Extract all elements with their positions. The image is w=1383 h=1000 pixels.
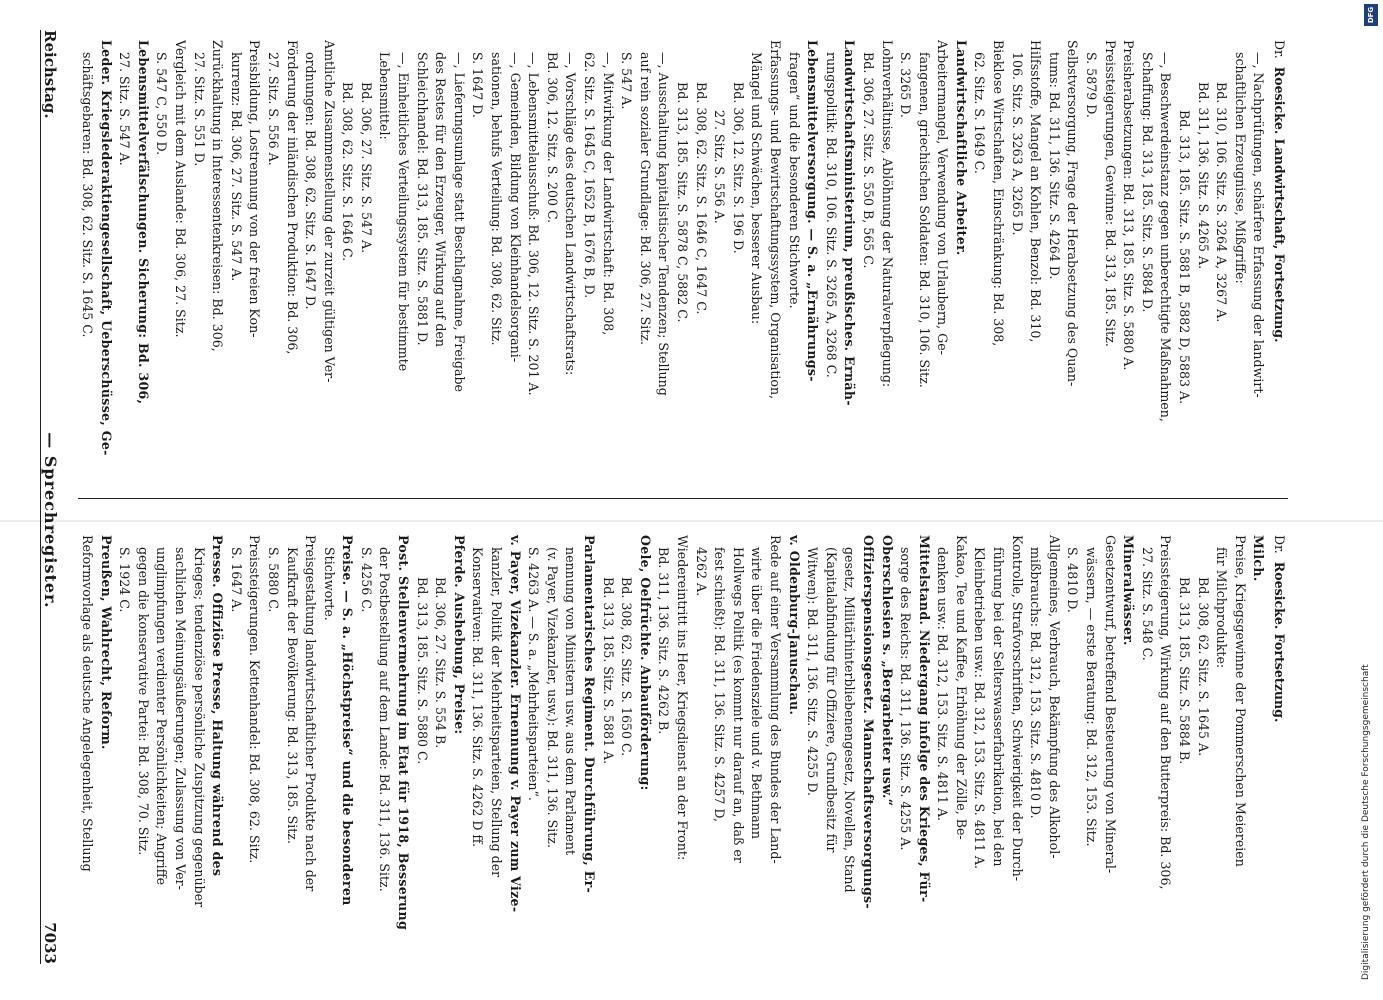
index-line: Preisbildung, Lostrennung von der freien Kon- bbox=[247, 40, 263, 338]
index-line: Oberschlesien s. „Bergarbeiter usw.“ bbox=[879, 535, 895, 807]
index-line: S. 1647 A. bbox=[228, 547, 244, 613]
index-line: wirte über die Friedensziele und v. Bethmann bbox=[749, 547, 765, 839]
index-line: Schleichhandel: Bd. 313, 185. Sitz. S. 5881 D. bbox=[414, 52, 430, 346]
digitization-note bbox=[1358, 20, 1374, 980]
index-line: Leder. Kriegslederaktiengesellschaft, Ueberschüsse, Ge- bbox=[98, 40, 114, 456]
index-line: Lohnverhältnisse, Ablöhnung der Naturalverpflegung: bbox=[879, 40, 895, 388]
index-line: Post. Stellenvermehrung im Etat für 1918, Besserung bbox=[396, 535, 412, 931]
index-line: 27. Sitz. S. 556 A. bbox=[712, 110, 728, 224]
index-line: 27. Sitz. S. 548 C. bbox=[1139, 547, 1155, 661]
index-line: Oele, Oelfrüchte. Anbauförderung: bbox=[637, 535, 653, 791]
index-line: nennung von Ministern usw. aus dem Parlament bbox=[563, 547, 579, 856]
index-line: sorge des Reichs: Bd. 311, 136. Sitz. S. 4255 A. bbox=[898, 547, 914, 851]
index-line: schäftsgebaren: Bd. 308, 62. Sitz. S. 1645 C. bbox=[80, 52, 95, 338]
index-line: Pferde. Aushebung, Preise: bbox=[451, 535, 467, 735]
index-line: ordnungen: Bd. 308, 62. Sitz. S. 1647 D. bbox=[303, 52, 319, 310]
index-line: Preisgestaltung landwirtschaftlicher Produkte nach der bbox=[303, 535, 319, 892]
index-line: Preise, Kriegsgewinne der Pommerschen Meiereien bbox=[1232, 535, 1248, 867]
index-line: Vergleich mit dem Auslande: Bd. 306, 27. Sitz. bbox=[172, 40, 188, 338]
index-line: 62. Sitz. S. 1649 C. bbox=[972, 52, 988, 174]
index-line: Zurückhaltung in Interessentenkreisen: Bd. 306, bbox=[210, 40, 226, 352]
index-line: rungspolitik: Bd. 310, 106. Sitz. S. 3265 A, 3268 C. bbox=[823, 52, 839, 378]
index-line: Offizierspensionsgesetz. Mannschaftsversorgungs- bbox=[860, 535, 876, 909]
index-line: 27. Sitz. S. 556 A. bbox=[265, 52, 281, 166]
index-line: kurrenz: Bd. 306, 27. Sitz. S. 547 A. bbox=[228, 52, 244, 282]
digitization-note-text: Digitalisierung gefördert durch die Deutsche Forschungsgemeinschaft bbox=[1361, 664, 1371, 980]
index-line: für Milchprodukte: bbox=[1214, 547, 1230, 669]
right-column-heading bbox=[1269, 535, 1288, 985]
index-line: S. 3265 D. bbox=[898, 52, 914, 118]
index-line: —, Beschwerdeinstanz gegen unberechtigte Maßnahmen, bbox=[1158, 52, 1174, 422]
right-heading-text: Roesicke. Fortsetzung. bbox=[1272, 561, 1287, 723]
index-line: Kleinbetrieben usw.: Bd. 312, 153. Sitz. S. 4811 A. bbox=[972, 547, 988, 869]
index-line: Förderung der inländischen Produktion: Bd. 306, bbox=[284, 40, 300, 355]
index-line: Lebensmittelverfälschungen. Sicherung: Bd. 306, bbox=[135, 40, 151, 405]
index-line: —, Gemeinden, Bildung von Kleinhandelsorgani- bbox=[507, 52, 523, 363]
index-line: Hollwegs Politik (es kommt nur darauf an, daß er bbox=[730, 547, 746, 863]
index-line: Mängel und Schwächen, besserer Ausbau: bbox=[749, 52, 765, 325]
index-line: S. 4810 D. bbox=[1065, 547, 1081, 613]
index-line: Bd. 308, 62. Sitz. S. 1650 C. bbox=[619, 577, 635, 757]
index-line: —, Einheitliches Verteilungssystem für bestimmte bbox=[396, 52, 412, 372]
index-line: Bd. 306, 27. Sitz. S. 554 B. bbox=[433, 577, 449, 749]
index-line: kanzler, Politik der Mehrheitsparteien, Stellung der bbox=[489, 547, 505, 878]
index-line: sationen, behufs Verteilung: Bd. 308, 62. Sitz. bbox=[489, 52, 505, 346]
index-line: Lebensmittelversorgung. — S. a. „Ernährungs- bbox=[805, 40, 821, 382]
index-line: Parlamentarisches Regiment. Durchführung, Er- bbox=[582, 535, 598, 894]
header-center: — Sprechregister. bbox=[41, 432, 60, 609]
index-line: Kakao, Tee und Kaffee, Erhöhung der Zölle, Be- bbox=[953, 535, 969, 840]
index-line: Bd. 311, 136. Sitz. S. 4265 A. bbox=[1195, 82, 1211, 270]
index-line: Lebensmittel: bbox=[377, 52, 393, 140]
page-number: 7033 bbox=[41, 922, 59, 964]
index-line: gesetz, Militärhinterbliebenengesetz, Novellen, Stand bbox=[842, 547, 858, 893]
index-line: (v. Payer, Vizekanzler, usw.): Bd. 311, 136. Sitz. bbox=[544, 547, 560, 848]
left-entries bbox=[78, 40, 1267, 490]
index-line: fragen“ und die besonderen Stichworte. bbox=[786, 52, 802, 309]
index-line: tums: Bd. 311, 136. Sitz. S. 4264 D. bbox=[1046, 52, 1062, 280]
dfg-logo: DFG bbox=[1364, 4, 1378, 26]
index-line: S. 4256 C. bbox=[358, 547, 374, 613]
page-header bbox=[40, 30, 71, 964]
index-line: Krieges; tendenziöse persönliche Zuspitzung gegenüber bbox=[191, 547, 207, 908]
index-line: Preußen, Wahlrecht, Reform. bbox=[98, 535, 114, 750]
index-line: wässern, — erste Beratung: Bd. 312, 153. Sitz. bbox=[1084, 547, 1100, 847]
right-entries bbox=[78, 535, 1267, 985]
index-line: Reformvorlage als deutsche Angelegenheit, Stellung bbox=[80, 535, 95, 872]
index-line: Witwen): Bd. 311, 136. Sitz. S. 4255 D. bbox=[805, 547, 821, 796]
index-line: Amtliche Zusammenstellung der zurzeit gültigen Ver- bbox=[321, 40, 337, 383]
index-line: S. 4263 A. — S. a. „Mehrheitsparteien“. bbox=[526, 547, 542, 801]
index-line: fest schießt): Bd. 311, 136. Sitz. S. 4257 D, bbox=[712, 547, 728, 823]
index-line: 27. Sitz. S. 551 D. bbox=[191, 52, 207, 167]
index-line: Bieklose Wirtschaften, Einschränkung: Bd. 308, bbox=[991, 40, 1007, 347]
index-line: unglimpfungen verdienter Persönlichkeiten; Angriffe bbox=[154, 547, 170, 886]
index-line: Mittelstand. Niedergang infolge des Krieges, Für- bbox=[916, 535, 932, 903]
left-column-heading bbox=[1269, 40, 1288, 490]
index-line: Preissteigerungen. Kettenhandel: Bd. 308, 62. Sitz. bbox=[247, 535, 263, 864]
index-line: 62. Sitz. S. 1645 C, 1652 B, 1676 B, D. bbox=[582, 52, 598, 299]
index-line: —, Lieferungsumlage statt Beschlagnahme, Freigabe bbox=[451, 52, 467, 392]
index-line: Preissteigerungen, Gewinne: Bd. 313, 185. Sitz. bbox=[1102, 40, 1118, 347]
index-line: Gesetzentwurf, betreffend Besteuerung von Mineral- bbox=[1102, 535, 1118, 874]
index-line: v. Payer, Vizekanzler. Ernennung v. Payer zum Vize- bbox=[507, 535, 523, 913]
index-line: Bd. 311, 136. Sitz. S. 4262 B. bbox=[656, 547, 672, 735]
index-line: Bd. 306, 12. Sitz. S. 200 C. bbox=[544, 52, 560, 224]
index-line: Bd. 310, 106. Sitz. S. 3264 A, 3267 A. bbox=[1214, 82, 1230, 323]
index-line: 4262 A. bbox=[693, 547, 709, 597]
index-line: fangenen, griechischen Soldaten: Bd. 310, 106. Sitz. bbox=[916, 52, 932, 388]
index-line: S. 547 C, 550 D. bbox=[154, 52, 170, 156]
index-line: Stichworte. bbox=[321, 547, 337, 621]
index-line: 27. Sitz. S. 547 A. bbox=[117, 52, 133, 166]
index-line: Preisherabsetzungen: Bd. 313, 185. Sitz. S. 5880 A. bbox=[1121, 40, 1137, 371]
index-line: Presse. Offiziöse Presse, Haltung während des bbox=[210, 535, 226, 877]
index-line: denken usw.: Bd. 312, 153. Sitz. S. 4811 A. bbox=[935, 547, 951, 822]
index-line: Bd. 308, 62. Sitz. S. 1645 A. bbox=[1195, 577, 1211, 757]
index-line: auf rein sozialer Grundlage: Bd. 306, 27. Sitz. bbox=[637, 52, 653, 346]
index-line: Landwirtschaftsministerium, preußisches. Ernäh- bbox=[842, 40, 858, 406]
index-line: der Postbestellung auf dem Lande: Bd. 311, 136. Sitz. bbox=[377, 547, 393, 892]
index-line: —, Vorschläge des deutschen Landwirtschaftsrats: bbox=[563, 52, 579, 376]
index-line: Bd. 313, 185. Sitz. S. 5884 B. bbox=[1177, 577, 1193, 765]
index-line: Hilfsstoffe, Mangel an Kohlen, Benzol: Bd. 310, bbox=[1028, 40, 1044, 343]
index-line: —, Ausschaltung kapitalistischer Tendenzen; Stellung bbox=[656, 52, 672, 396]
index-line: v. Oldenburg-Januschau. bbox=[786, 535, 802, 716]
index-line: Wiedereintritt ins Heer, Kriegsdienst an der Front: bbox=[675, 535, 690, 861]
index-line: Schaffung: Bd. 313, 185. Sitz. S. 5884 D. bbox=[1139, 52, 1155, 313]
index-line: sachlichen Meinungsäußerungen; Zulassung von Ver- bbox=[172, 547, 188, 890]
index-line: Bd. 313, 185. Sitz. S. 5878 C, 5882 C. bbox=[675, 82, 690, 323]
index-line: Bd. 313, 185. Sitz. S. 5881 A. bbox=[600, 577, 616, 765]
index-line: Milch. bbox=[1251, 535, 1267, 582]
index-line: mißbrauchs: Bd. 312, 153. Sitz. S. 4810 D. bbox=[1028, 547, 1044, 819]
right-column bbox=[78, 535, 1288, 985]
index-line: Bd. 308, 62. Sitz. S. 1646 C, 1647 C. bbox=[693, 82, 709, 315]
column-divider bbox=[78, 498, 1288, 499]
index-line: —, Lebensmittelausschuß: Bd. 306, 12. Sitz. S. 201 A. bbox=[526, 52, 542, 396]
index-line: Bd. 308, 62. Sitz. S. 1646 C. bbox=[340, 82, 356, 262]
index-line: —, Mitwirkung der Landwirtschaft: Bd. 308, bbox=[600, 52, 616, 336]
left-column bbox=[78, 40, 1288, 490]
index-line: Mineralwässer. bbox=[1121, 535, 1137, 646]
index-line: S. 547 A. bbox=[619, 52, 635, 110]
index-line: schaftlichen Erzeugnisse, Mißgriffe: bbox=[1232, 52, 1248, 284]
header-left: Reichstag. bbox=[41, 30, 59, 119]
index-line: Kaufkraft der Bevölkerung: Bd. 313, 185. Sitz. bbox=[284, 547, 300, 844]
index-line: führung bei der Selterswasserfabrikation, bei den bbox=[991, 547, 1007, 867]
index-line: Preise. — S. a. „Höchstpreise“ und die besonderen bbox=[340, 535, 356, 906]
index-line: Preissteigerung, Wirkung auf den Butterpreis: Bd. 306, bbox=[1158, 535, 1174, 890]
index-line: gegen die konservative Partei: Bd. 308, 70. Sitz. bbox=[135, 547, 151, 856]
index-line: Bd. 306, 27. Sitz. S. 550 B, 565 C. bbox=[860, 52, 876, 269]
index-line: Arbeitermangel, Verwendung von Urlaubern, Ge- bbox=[935, 40, 951, 355]
index-line: Konservativen: Bd. 311, 136. Sitz. S. 4262 D ff. bbox=[470, 547, 486, 847]
index-line: Kontrolle, Strafvorschriften, Schwierigkeit der Durch- bbox=[1009, 535, 1025, 882]
index-line: (Kapitalabfindung für Offiziere, Grundbesitz für bbox=[823, 547, 839, 853]
index-line: S. 5879 D. bbox=[1084, 52, 1100, 118]
index-line: des Restes für den Erzeuger, Wirkung auf den bbox=[433, 52, 449, 347]
index-line: Bd. 313, 185. Sitz. S. 5880 C. bbox=[414, 577, 430, 765]
index-line: Rede auf einer Versammlung des Bundes der Land- bbox=[767, 535, 783, 864]
index-line: Allgemeines, Verbrauch, Bekämpfung des Alkohol- bbox=[1046, 535, 1062, 859]
right-prefix: Dr. bbox=[1272, 535, 1287, 554]
left-heading-text: Roesicke. Landwirtschaft, Fortsetzung. bbox=[1272, 66, 1287, 343]
index-line: S. 5880 C. bbox=[265, 547, 281, 613]
index-line: Selbstversorgung, Frage der Herabsetzung des Quan- bbox=[1065, 40, 1081, 387]
index-line: Bd. 313, 185. Sitz. S. 5881 B, 5882 D, 5883 A. bbox=[1177, 110, 1193, 405]
index-line: 106. Sitz. S. 3263 A, 3265 D. bbox=[1009, 52, 1025, 236]
left-prefix: Dr. bbox=[1272, 40, 1287, 59]
index-line: —, Nachprüfungen, schärfere Erfassung der landwirt- bbox=[1251, 52, 1267, 398]
index-line: S. 1924 C. bbox=[117, 547, 133, 613]
index-line: Bd. 306, 12. Sitz. S. 196 D. bbox=[730, 82, 746, 254]
index-line: Landwirtschaftliche Arbeiter. bbox=[953, 40, 969, 256]
index-line: S. 1647 D. bbox=[470, 52, 486, 118]
index-line: Bd. 306, 27. Sitz. S. 547 A. bbox=[358, 82, 374, 254]
index-line: Erfassungs- und Bewirtschaftungssystem, Organisation, bbox=[767, 40, 783, 400]
